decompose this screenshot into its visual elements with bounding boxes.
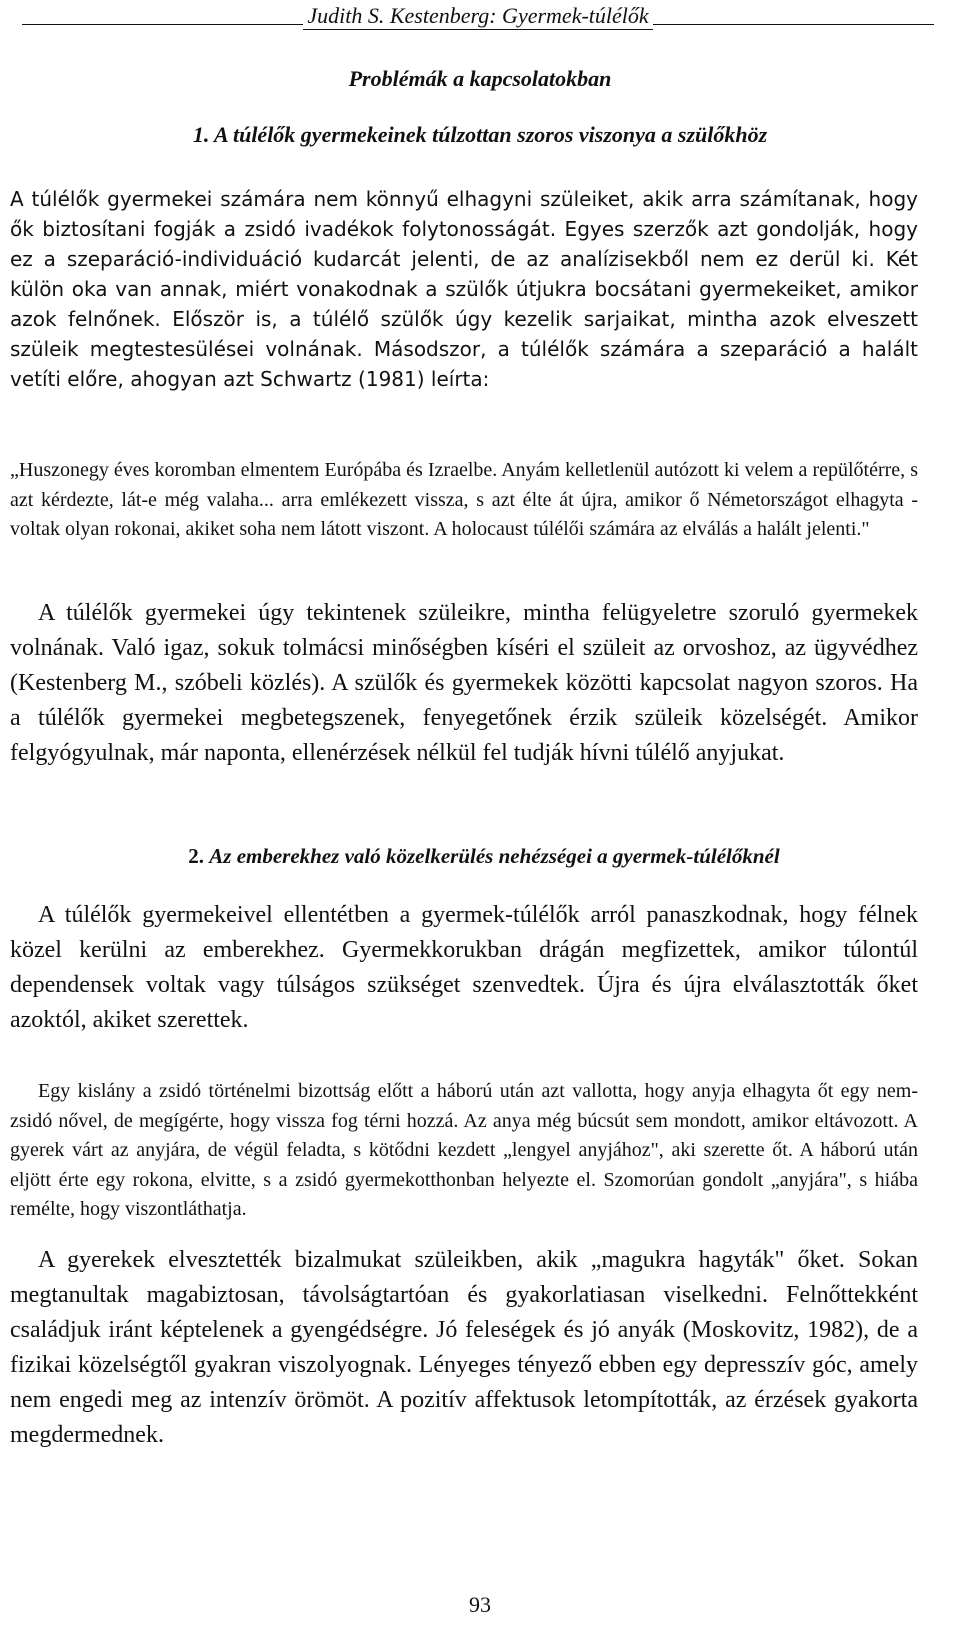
section-title: Problémák a kapcsolatokban: [348, 66, 612, 91]
paragraph-3: A túlélők gyermekeivel ellentétben a gyermek-túlélők arról panaszkodnak, hogy félnek közel kerülni az emberekhez. Gyermekkorukban drágán megfizettek, amikor túlontúl dependensek voltak vagy túlságos szükséget szenvedtek. Újra és újra elválasztották őket azoktól, akiket szerettek.: [10, 902, 918, 1033]
subsection-1-title: 1. A túlélők gyermekeinek túlzottan szoros viszonya a szülőkhöz: [192, 122, 768, 147]
header-rule-left: [22, 24, 303, 25]
paragraph-2: A túlélők gyermekei úgy tekintenek szüleikre, mintha felügyeletre szoruló gyermekek volnának. Való igaz, sokuk tolmácsi minőségben kíséri el szüleit az orvoshoz, az ügyvédhez (Kestenberg M., szóbeli közlés). A szülők és gyermekek közötti kapcsolat nagyon szoros. Ha a túlélők gyermekei megbetegszenek, fenyegetőnek érzik szüleik közelségét. Amikor felgyógyulnak, már naponta, ellenérzések nélkül fel tudják hívni túlélő anyjukat.: [10, 600, 918, 766]
block-quote-2: Egy kislány a zsidó történelmi bizottság előtt a háború után azt vallotta, hogy anyja elhagyta őt egy nem-zsidó nővel, de megígérte, hogy vissza fog térni hozzá. Az anya még búcsút sem mondott, amikor eltávozott. A gyerek várt az anyjára, de végül feladta, s kötődni kezdett „lengyel anyjához", aki szerette őt. A háború után eljött érte egy rokona, elvitte, s a zsidó gyermekotthonban helyezte el. Szomorúan gondolt „anyjára", s hiába remélte, hogy viszontláthatja.: [10, 1080, 918, 1220]
header-rule-right: [653, 24, 934, 25]
page-number: 93: [469, 1592, 491, 1617]
running-header: [22, 2, 934, 30]
paragraph-4: A gyerekek elvesztették bizalmukat szüleikben, akik „magukra hagyták" őket. Sokan megtanultak magabiztosan, távolságtartóan és gyakorlatiasan viselkedni. Felnőttekként családjuk iránt képtelenek a gyengédségre. Jó feleségek és jó anyák (Moskovitz, 1982), de a fizikai közelségtől gyakran viszolyognak. Lényeges tényező ebben egy depresszív góc, amely nem engedi meg az intenzív örömöt. A pozitív affektusok letompították, az érzések gyakorta megdermednek.: [10, 1247, 918, 1448]
subsection-2-title: Az emberekhez való közelkerülés nehézségei a gyermek-túlélőknél: [209, 844, 780, 868]
subsection-2-number: 2.: [188, 844, 205, 868]
subsection-2-heading: [0, 844, 960, 869]
block-quote-1: „Huszonegy éves koromban elmentem Európába és Izraelbe. Anyám kelletlenül autózott ki velem a repülőtérre, s azt kérdezte, lát-e még valaha... arra emlékezett vissza, s azt élte át újra, amikor ő Németországot elhagyta - voltak olyan rokonai, akiket soha nem látott viszont. A holocaust túlélői számára az elválás a halált jelenti.": [10, 459, 918, 540]
running-title: Judith S. Kestenberg: Gyermek-túlélők: [303, 3, 652, 30]
paragraph-1: A túlélők gyermekei számára nem könnyű elhagyni szüleiket, akik arra számítanak, hogy ők biztosítani fogják a zsidó ivadékok folytonosságát. Egyes szerzők azt gondolják, hogy ez a szeparáció-individuáció kudarcát jelenti, de az analízisekből nem ez derül ki. Két külön oka van annak, miért vonakodnak a szülők útjukra bocsátani gyermekeiket, amikor azok felnőnek. Először is, a túlélő szülők úgy kezelik sarjaikat, mintha azok elveszett szüleik megtestesülései volnának. Másodszor, a túlélők számára a szeparáció a halált vetíti előre, ahogyan azt Schwartz (1981) leírta:: [10, 187, 918, 391]
